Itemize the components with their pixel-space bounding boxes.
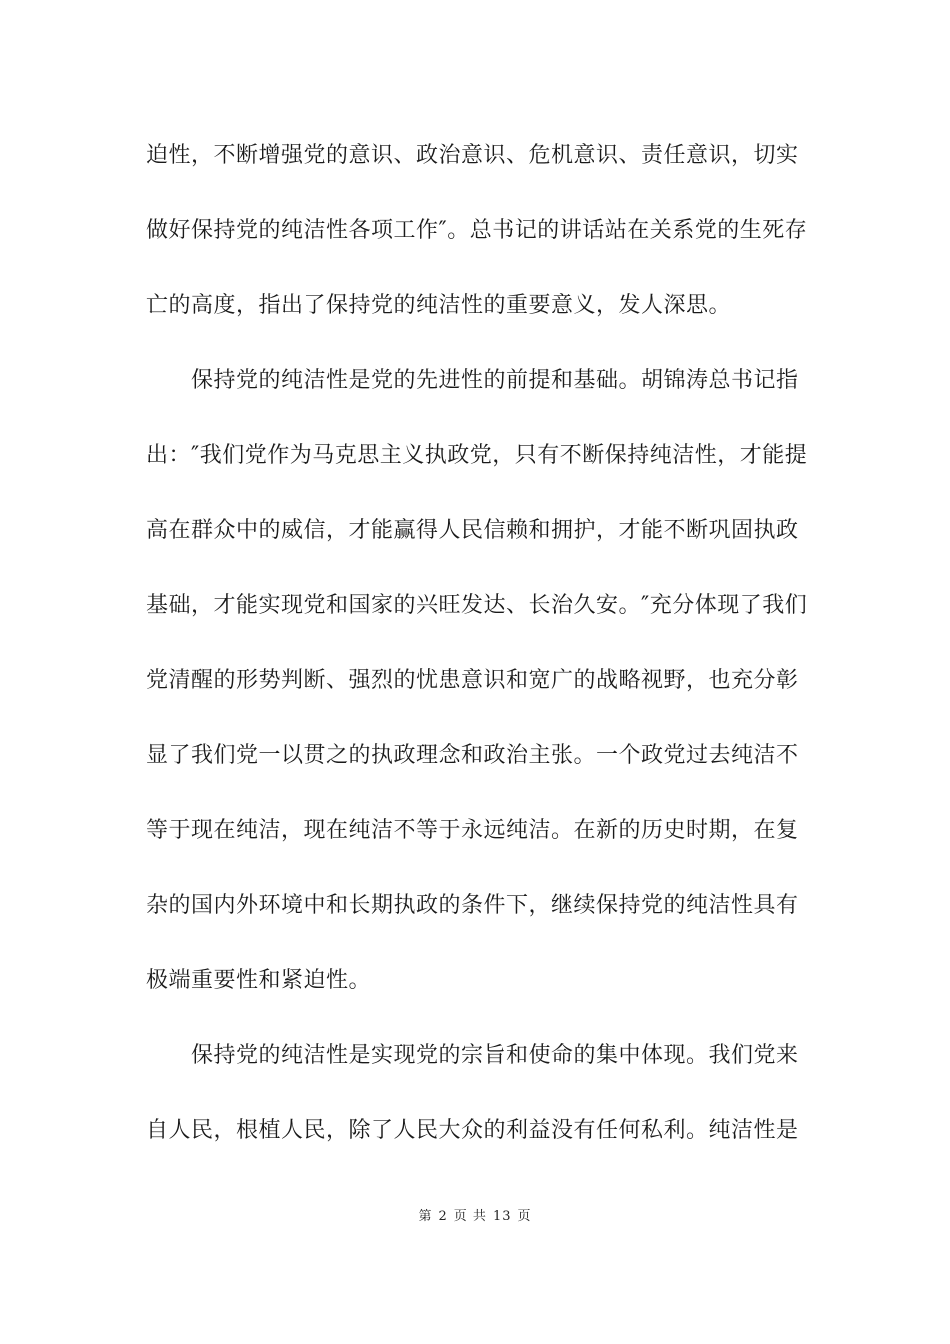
text-line: 高在群众中的威信，才能赢得人民信赖和拥护，才能不断巩固执政 bbox=[146, 518, 799, 543]
text-line: 显了我们党一以贯之的执政理念和政治主张。一个政党过去纯洁不 bbox=[146, 743, 799, 768]
page-footer bbox=[0, 1208, 950, 1226]
text-line: 党清醒的形势判断、强烈的忧患意识和宽广的战略视野，也充分彰 bbox=[146, 668, 799, 693]
footer-suffix: 页 bbox=[517, 1209, 532, 1224]
text-line: 杂的国内外环境中和长期执政的条件下，继续保持党的纯洁性具有 bbox=[146, 893, 799, 918]
text-line: 基础，才能实现党和国家的兴旺发达、长治久安。″充分体现了我们 bbox=[146, 593, 808, 618]
footer-total-pages: 13 bbox=[492, 1209, 512, 1224]
paragraph-first-line: 保持党的纯洁性是党的先进性的前提和基础。胡锦涛总书记指 bbox=[191, 368, 799, 393]
text-line: 迫性，不断增强党的意识、政治意识、危机意识、责任意识，切实 bbox=[146, 143, 799, 168]
text-line: 出：″我们党作为马克思主义执政党，只有不断保持纯洁性，才能提 bbox=[146, 443, 808, 468]
text-line: 做好保持党的纯洁性各项工作″。总书记的讲话站在关系党的生死存 bbox=[146, 218, 808, 243]
footer-prefix: 第 bbox=[418, 1209, 433, 1224]
text-line: 等于现在纯洁，现在纯洁不等于永远纯洁。在新的历史时期，在复 bbox=[146, 818, 799, 843]
text-line: 极端重要性和紧迫性。 bbox=[146, 968, 372, 993]
footer-page-number: 2 bbox=[438, 1209, 448, 1224]
text-line: 亡的高度，指出了保持党的纯洁性的重要意义，发人深思。 bbox=[146, 293, 732, 318]
footer-middle: 页 共 bbox=[453, 1209, 487, 1224]
paragraph-first-line: 保持党的纯洁性是实现党的宗旨和使命的集中体现。我们党来 bbox=[191, 1043, 799, 1068]
text-line: 自人民，根植人民，除了人民大众的利益没有任何私利。纯洁性是 bbox=[146, 1118, 799, 1143]
